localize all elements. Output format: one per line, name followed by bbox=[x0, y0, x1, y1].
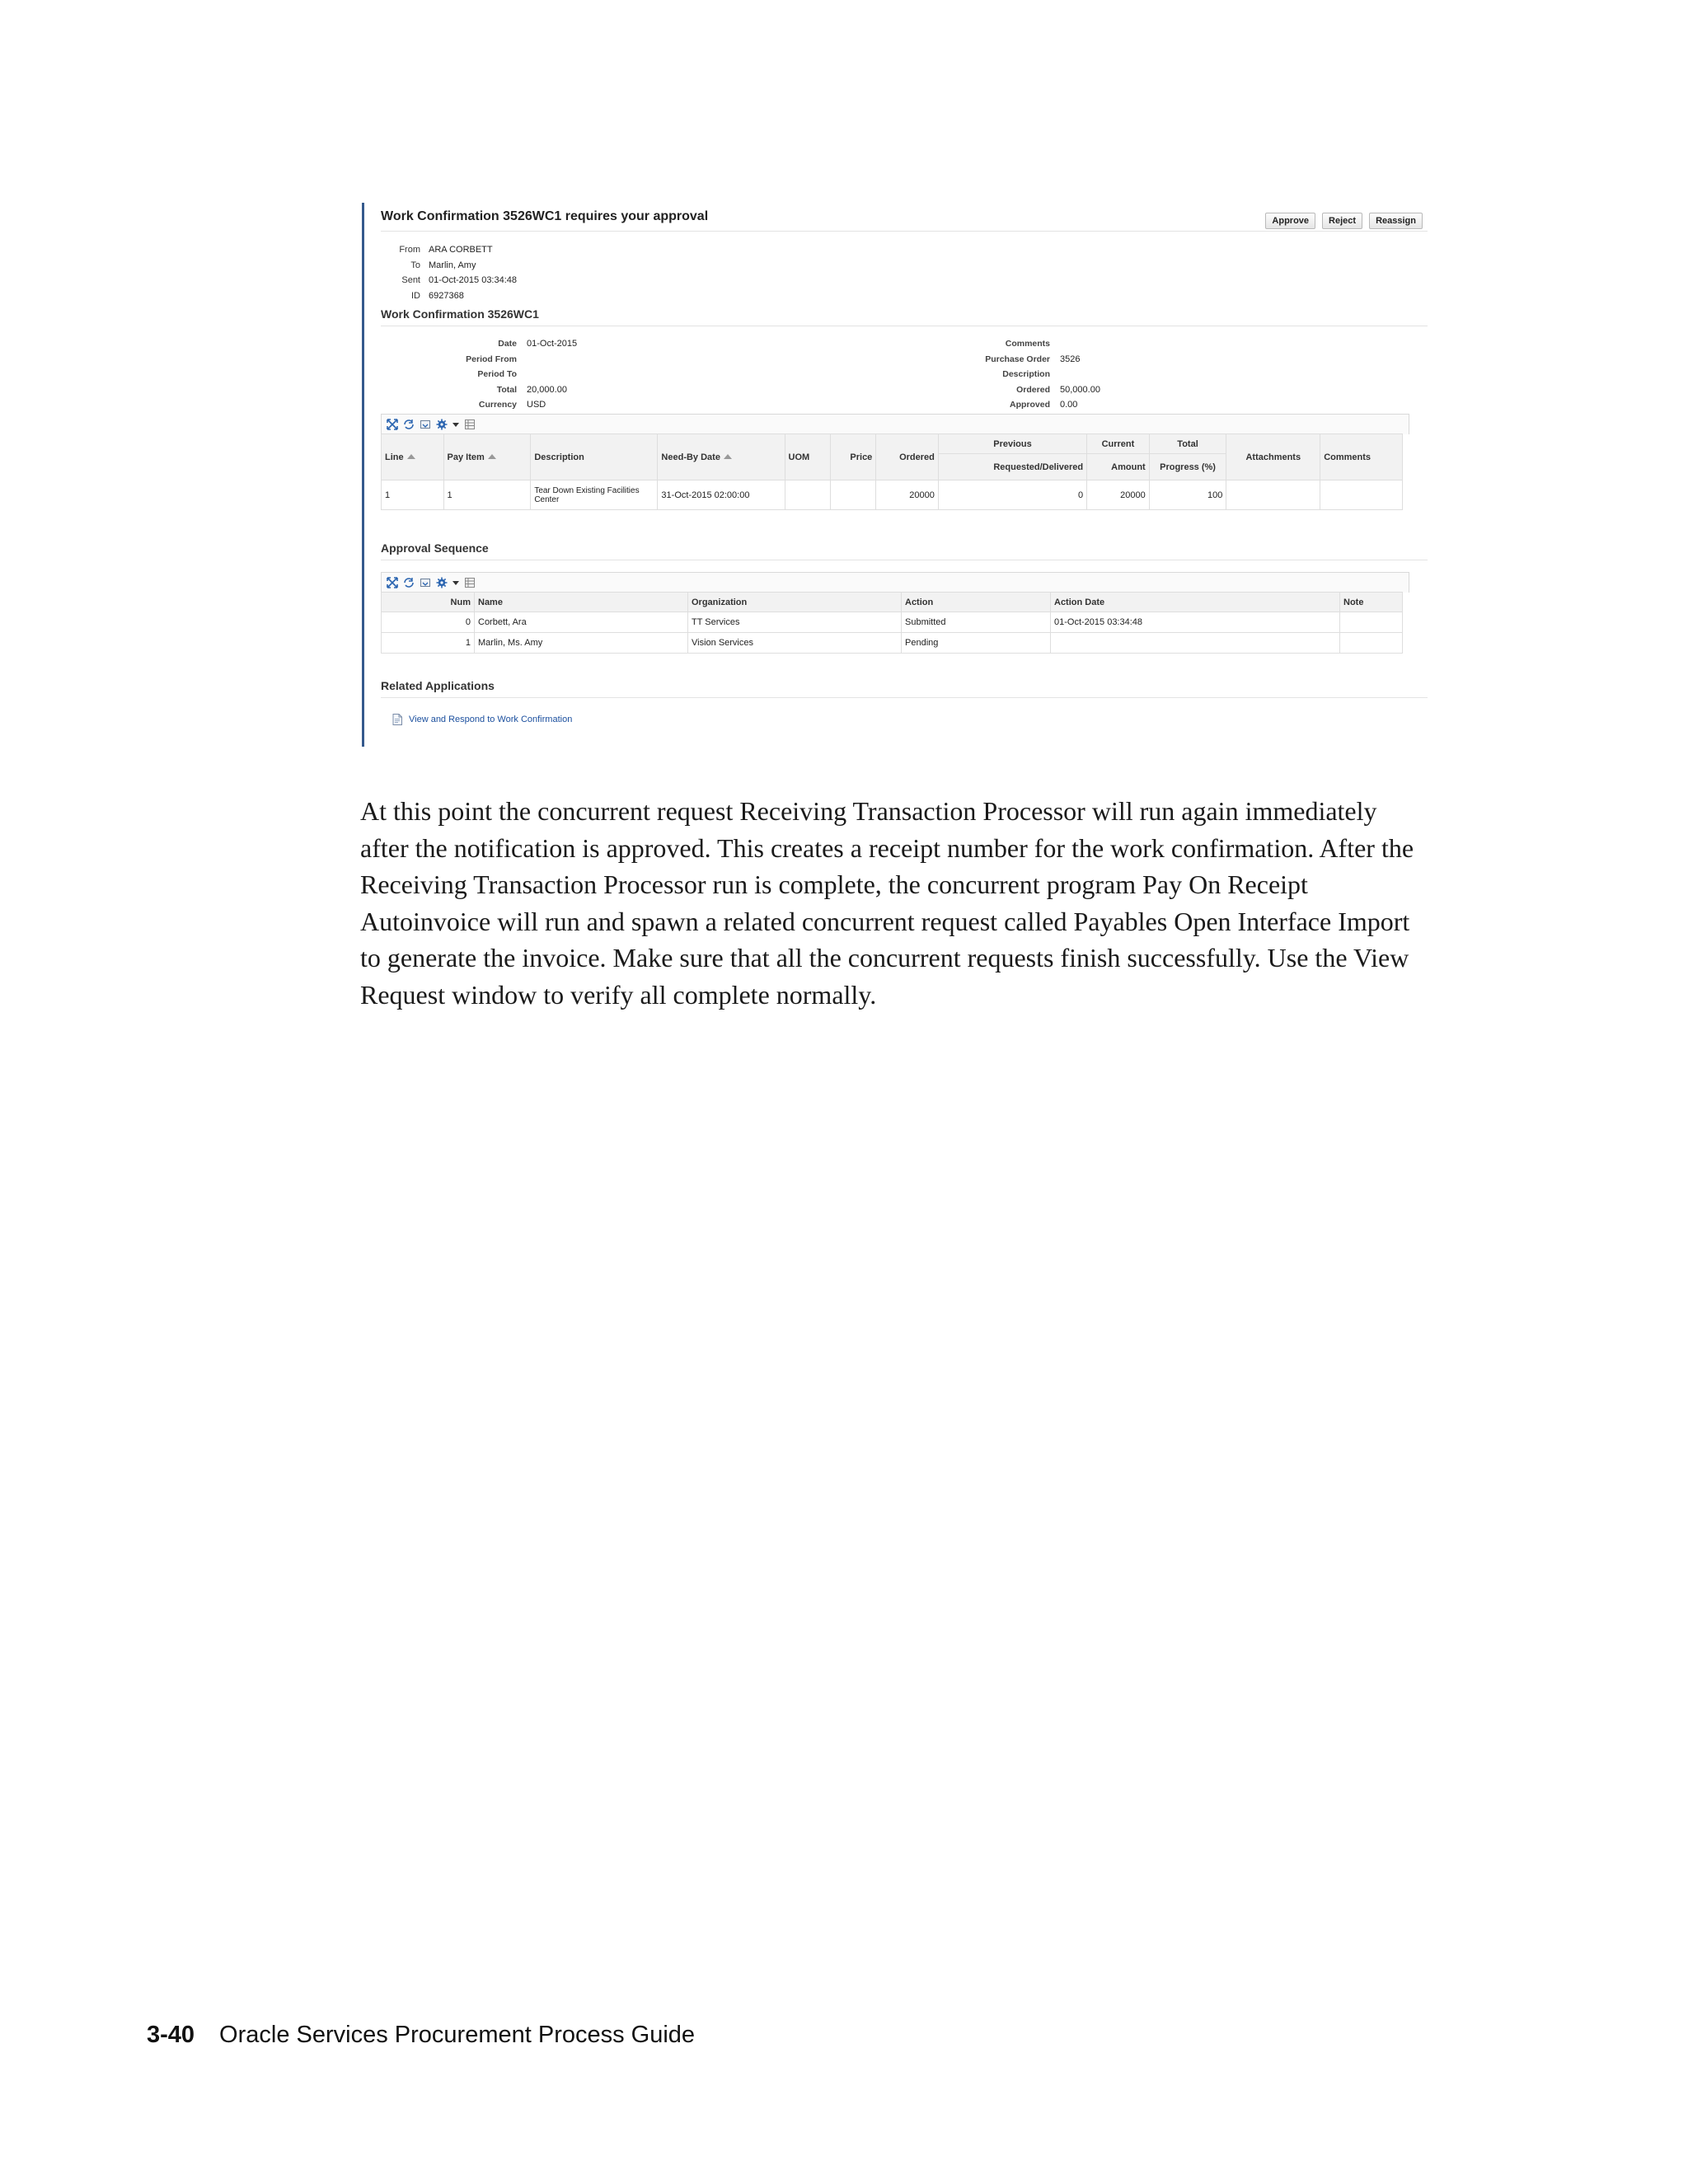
reject-button[interactable]: Reject bbox=[1322, 213, 1362, 229]
refresh-icon[interactable] bbox=[403, 577, 415, 588]
cell-action: Submitted bbox=[902, 612, 1051, 633]
column-header-pay-item[interactable]: Pay Item bbox=[443, 434, 531, 480]
export-icon[interactable] bbox=[420, 419, 431, 430]
reassign-button[interactable]: Reassign bbox=[1369, 213, 1423, 229]
approval-sequence-title: Approval Sequence bbox=[381, 541, 489, 555]
cell-num: 0 bbox=[382, 612, 475, 633]
field-label: Date bbox=[498, 339, 517, 349]
column-header-previous: Previous bbox=[938, 434, 1086, 454]
related-applications-title: Related Applications bbox=[381, 679, 495, 692]
cell-name: Marlin, Ms. Amy bbox=[475, 633, 688, 654]
sort-icon[interactable] bbox=[724, 454, 732, 459]
field-row bbox=[381, 336, 577, 352]
header-value: Marlin, Amy bbox=[429, 260, 476, 270]
field-label: Purchase Order bbox=[985, 354, 1050, 364]
cell-note bbox=[1340, 612, 1403, 633]
field-value: 20,000.00 bbox=[527, 384, 567, 395]
notification-screenshot bbox=[362, 203, 1428, 747]
field-value: 50,000.00 bbox=[1060, 384, 1100, 395]
lines-table bbox=[381, 434, 1403, 510]
field-label: Comments bbox=[1005, 339, 1050, 349]
field-row bbox=[694, 352, 1100, 368]
header-label: To bbox=[410, 260, 420, 270]
document-icon bbox=[392, 714, 402, 725]
column-header-uom: UOM bbox=[785, 434, 830, 480]
settings-icon[interactable] bbox=[436, 577, 448, 588]
cell-name: Corbett, Ara bbox=[475, 612, 688, 633]
cell-line: 1 bbox=[382, 480, 444, 510]
column-header-line[interactable]: Line bbox=[382, 434, 444, 480]
cell-num: 1 bbox=[382, 633, 475, 654]
divider bbox=[381, 231, 1428, 232]
cell-progress: 100 bbox=[1149, 480, 1226, 510]
cell-price bbox=[830, 480, 875, 510]
column-header-requested-delivered: Requested/Delivered bbox=[938, 454, 1086, 480]
field-value: 01-Oct-2015 bbox=[527, 339, 578, 349]
body-paragraph: At this point the concurrent request Receiving Transaction Processor will run again immediately after the notification is approved. This creates a receipt number for the work confirmation. After the Receiving Transaction Processor run is complete, the concurrent program Pay On Receipt Autoinvoice will run and spawn a related concurrent request called Payables Open Interface Import to generate the invoice. Make sure that all the concurrent requests finish successfully. Use the View Request window to verify all complete normally. bbox=[360, 796, 1414, 1010]
field-label: Currency bbox=[478, 400, 517, 410]
field-row bbox=[381, 352, 577, 368]
column-header-description: Description bbox=[531, 434, 658, 480]
cell-previous: 0 bbox=[938, 480, 1086, 510]
field-row bbox=[694, 367, 1100, 382]
header-label: From bbox=[399, 245, 420, 255]
cell-action-date: 01-Oct-2015 03:34:48 bbox=[1051, 612, 1340, 633]
column-header-action: Action bbox=[902, 593, 1051, 612]
field-label: Total bbox=[496, 384, 517, 395]
table-row bbox=[382, 480, 1403, 510]
approval-table bbox=[381, 592, 1403, 654]
columns-icon[interactable] bbox=[464, 419, 476, 430]
cell-note bbox=[1340, 633, 1403, 654]
guide-title: Oracle Services Procurement Process Guide bbox=[219, 2022, 696, 2048]
field-row bbox=[694, 336, 1100, 352]
notification-header bbox=[381, 242, 517, 303]
column-header-ordered: Ordered bbox=[876, 434, 939, 480]
approval-table-toolbar bbox=[381, 572, 1409, 593]
field-value: 3526 bbox=[1060, 354, 1081, 364]
column-header-need-by-date[interactable]: Need-By Date bbox=[658, 434, 785, 480]
field-row bbox=[694, 397, 1100, 413]
cell-uom bbox=[785, 480, 830, 510]
field-value: USD bbox=[527, 400, 546, 410]
header-value: 6927368 bbox=[429, 290, 464, 301]
column-header-organization: Organization bbox=[688, 593, 902, 612]
cell-action: Pending bbox=[902, 633, 1051, 654]
field-row bbox=[694, 382, 1100, 398]
column-header-progress: Progress (%) bbox=[1149, 454, 1226, 480]
header-label: ID bbox=[411, 290, 420, 301]
cell-current: 20000 bbox=[1087, 480, 1150, 510]
field-label: Period To bbox=[477, 369, 517, 380]
column-header-num: Num bbox=[382, 593, 475, 612]
cell-comments bbox=[1320, 480, 1403, 510]
header-row bbox=[381, 273, 517, 288]
field-label: Approved bbox=[1009, 400, 1050, 410]
cell-need-by-date: 31-Oct-2015 02:00:00 bbox=[658, 480, 785, 510]
field-row bbox=[381, 397, 577, 413]
field-row bbox=[381, 367, 577, 382]
settings-icon[interactable] bbox=[436, 419, 448, 430]
export-icon[interactable] bbox=[420, 577, 431, 588]
page-number: 3-40 bbox=[147, 2022, 195, 2048]
column-header-attachments: Attachments bbox=[1226, 434, 1320, 480]
header-row bbox=[381, 242, 517, 258]
field-label: Ordered bbox=[1016, 384, 1050, 395]
header-row bbox=[381, 258, 517, 274]
column-header-amount: Amount bbox=[1087, 454, 1150, 480]
sort-icon[interactable] bbox=[488, 454, 496, 459]
cell-attachments bbox=[1226, 480, 1320, 510]
detach-icon[interactable] bbox=[387, 577, 398, 588]
column-header-price: Price bbox=[830, 434, 875, 480]
column-header-note: Note bbox=[1340, 593, 1403, 612]
column-header-current: Current bbox=[1087, 434, 1150, 454]
work-confirmation-title: Work Confirmation 3526WC1 bbox=[381, 307, 539, 321]
table-row bbox=[382, 633, 1403, 654]
cell-ordered: 20000 bbox=[876, 480, 939, 510]
cell-pay-item: 1 bbox=[443, 480, 531, 510]
chevron-down-icon[interactable] bbox=[452, 419, 459, 430]
field-label: Period From bbox=[466, 354, 517, 364]
related-application-link[interactable] bbox=[392, 714, 572, 725]
lines-table-toolbar bbox=[381, 414, 1409, 434]
table-row bbox=[382, 612, 1403, 633]
work-confirmation-right-fields bbox=[694, 336, 1100, 413]
columns-icon[interactable] bbox=[464, 577, 476, 588]
header-value: 01-Oct-2015 03:34:48 bbox=[429, 275, 518, 286]
cell-organization: Vision Services bbox=[688, 633, 902, 654]
chevron-down-icon[interactable] bbox=[452, 577, 459, 588]
detach-icon[interactable] bbox=[387, 419, 398, 430]
notification-title: Work Confirmation 3526WC1 requires your approval bbox=[381, 209, 709, 223]
cell-action-date bbox=[1051, 633, 1340, 654]
cell-description: Tear Down Existing Facilities Center bbox=[531, 480, 658, 510]
column-header-name: Name bbox=[475, 593, 688, 612]
sort-icon[interactable] bbox=[407, 454, 415, 459]
column-header-comments: Comments bbox=[1320, 434, 1403, 480]
column-header-total: Total bbox=[1149, 434, 1226, 454]
page-footer bbox=[147, 2022, 695, 2049]
cell-organization: TT Services bbox=[688, 612, 902, 633]
header-value: ARA CORBETT bbox=[429, 245, 493, 255]
field-value: 0.00 bbox=[1060, 400, 1078, 410]
column-header-action-date: Action Date bbox=[1051, 593, 1340, 612]
field-label: Description bbox=[1002, 369, 1050, 380]
header-label: Sent bbox=[401, 275, 420, 286]
notification-actions bbox=[1265, 213, 1423, 229]
related-application-link-text[interactable]: View and Respond to Work Confirmation bbox=[409, 715, 573, 724]
approve-button[interactable]: Approve bbox=[1265, 213, 1315, 229]
divider bbox=[381, 697, 1428, 698]
work-confirmation-left-fields bbox=[381, 336, 577, 413]
header-row bbox=[381, 288, 517, 304]
refresh-icon[interactable] bbox=[403, 419, 415, 430]
field-row bbox=[381, 382, 577, 398]
